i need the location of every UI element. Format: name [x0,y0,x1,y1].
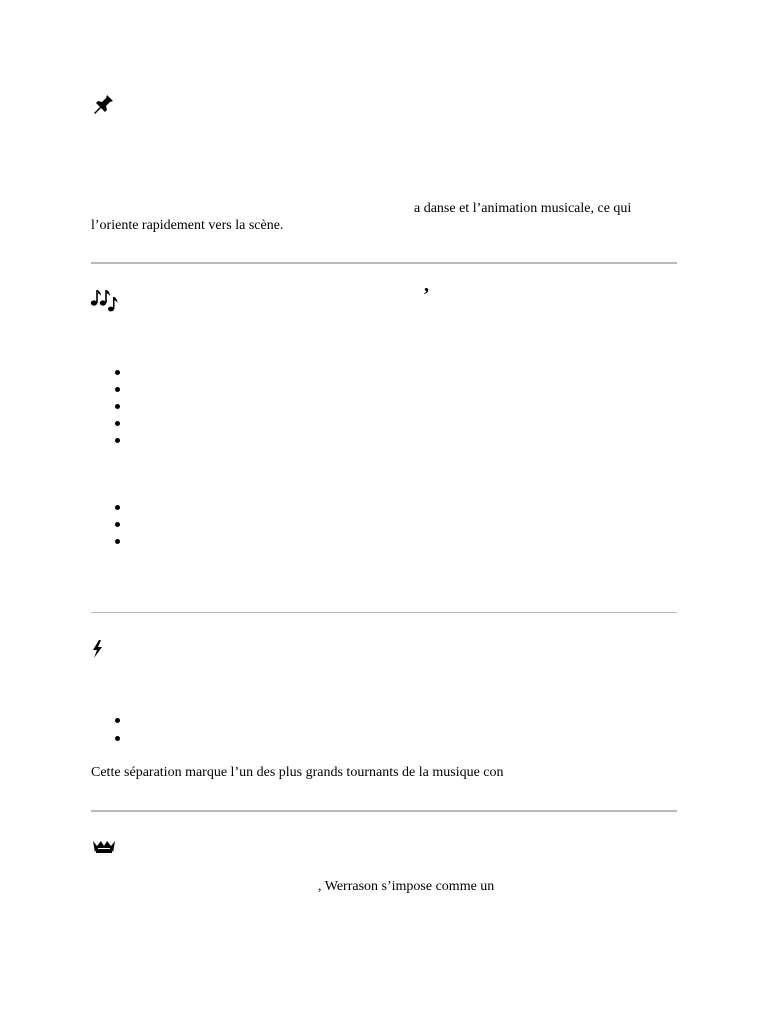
divider-2 [91,612,677,613]
list-bullet [115,421,120,426]
list-bullet [115,387,120,392]
list-bullet [115,505,120,510]
pushpin-icon [91,91,115,119]
list-bullet [115,438,120,443]
list-bullet [115,539,120,544]
section1-line2: l’oriente rapidement vers la scène. [91,218,284,233]
list-bullet [115,522,120,527]
section1-line1: a danse et l’animation musicale, ce qui [414,201,632,216]
heading-apostrophe: ’ [423,284,430,306]
list-bullet [115,370,120,375]
divider-3 [91,810,677,812]
list-bullet [115,404,120,409]
section4-line1: , Werrason s’impose comme un [318,879,495,894]
list-bullet [115,718,120,723]
music-notes-icon [90,287,118,317]
divider-1 [91,262,677,264]
list-bullet [115,736,120,741]
crown-icon [92,838,116,860]
lightning-icon [91,640,103,662]
section3-paragraph: Cette séparation marque l’un des plus grands tournants de la musique con [91,765,504,780]
